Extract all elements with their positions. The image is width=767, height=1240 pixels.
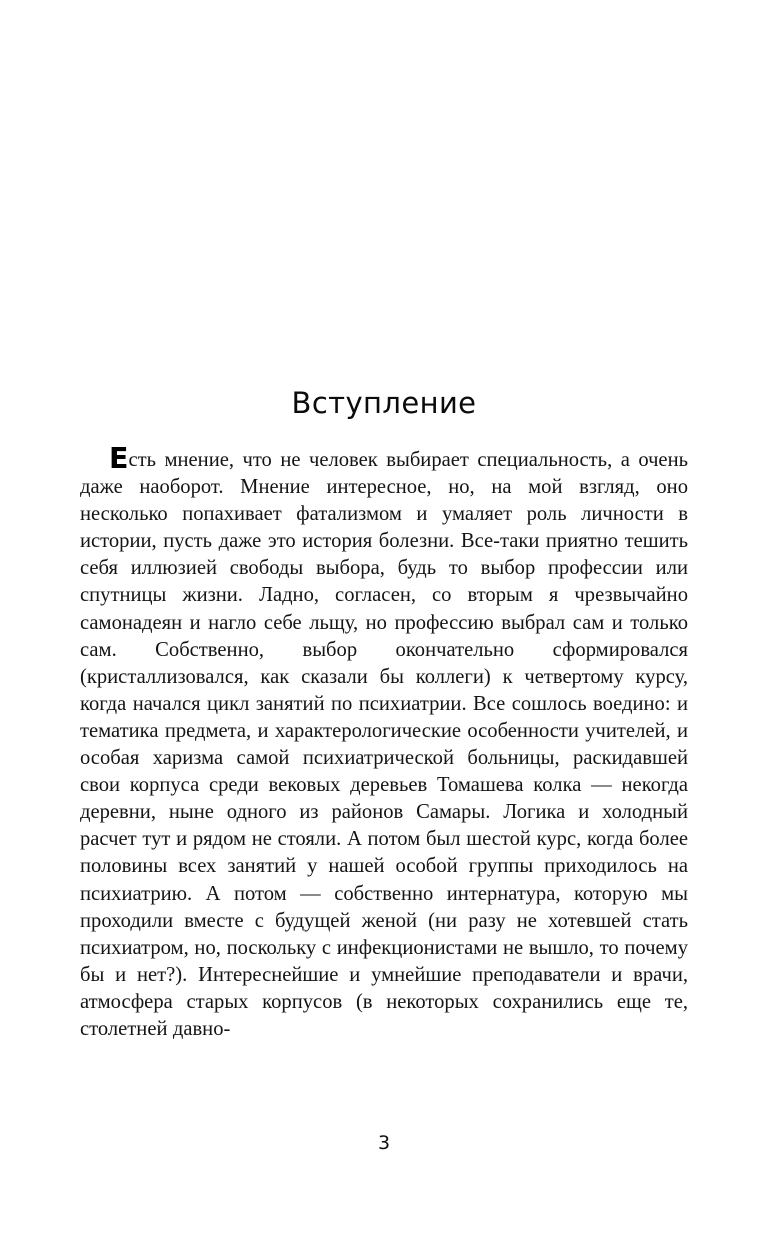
- initial-capital: Е: [109, 441, 129, 475]
- opening-paragraph: [80, 441, 688, 1043]
- paragraph-text: сть мнение, что не человек выбирает специальность, а очень даже наоборот. Мнение интересное, но, на мой взгляд, оно несколько попахивает фатализмом и умаляет роль личности в истории, пусть даже это история болезни. Все-таки приятно тешить себя иллюзией свободы выбора, будь то выбор профессии или спутницы жизни. Ладно, согласен, со вторым я чрезвычайно самонадеян и нагло себе льщу, но профессию выбрал сам и только сам. Собственно, выбор окончательно сформировался (кристаллизовался, как сказали бы коллеги) к четвертому курсу, когда начался цикл занятий по психиатрии. Все сошлось воедино: и тематика предмета, и характерологические особенности учителей, и особая харизма самой психиатрической больницы, раскидавшей свои корпуса среди вековых деревьев Томашева колка — некогда деревни, ныне одного из районов Самары. Логика и холодный расчет тут и рядом не стояли. А потом был шестой курс, когда более половины всех занятий у нашей особой группы приходилось на психиатрию. А потом — собственно интернатура, которую мы проходили вместе с будущей женой (ни разу не хотевшей стать психиатром, но, поскольку с инфекционистами не вышло, то почему бы и нет?). Интереснейшие и умнейшие преподаватели и врачи, атмосфера старых корпусов (в некоторых сохранились еще те, столетней давно-: [80, 449, 688, 1040]
- page-title: Вступление: [291, 386, 477, 421]
- page-number: 3: [377, 1132, 391, 1154]
- body-text-block: [80, 441, 688, 1043]
